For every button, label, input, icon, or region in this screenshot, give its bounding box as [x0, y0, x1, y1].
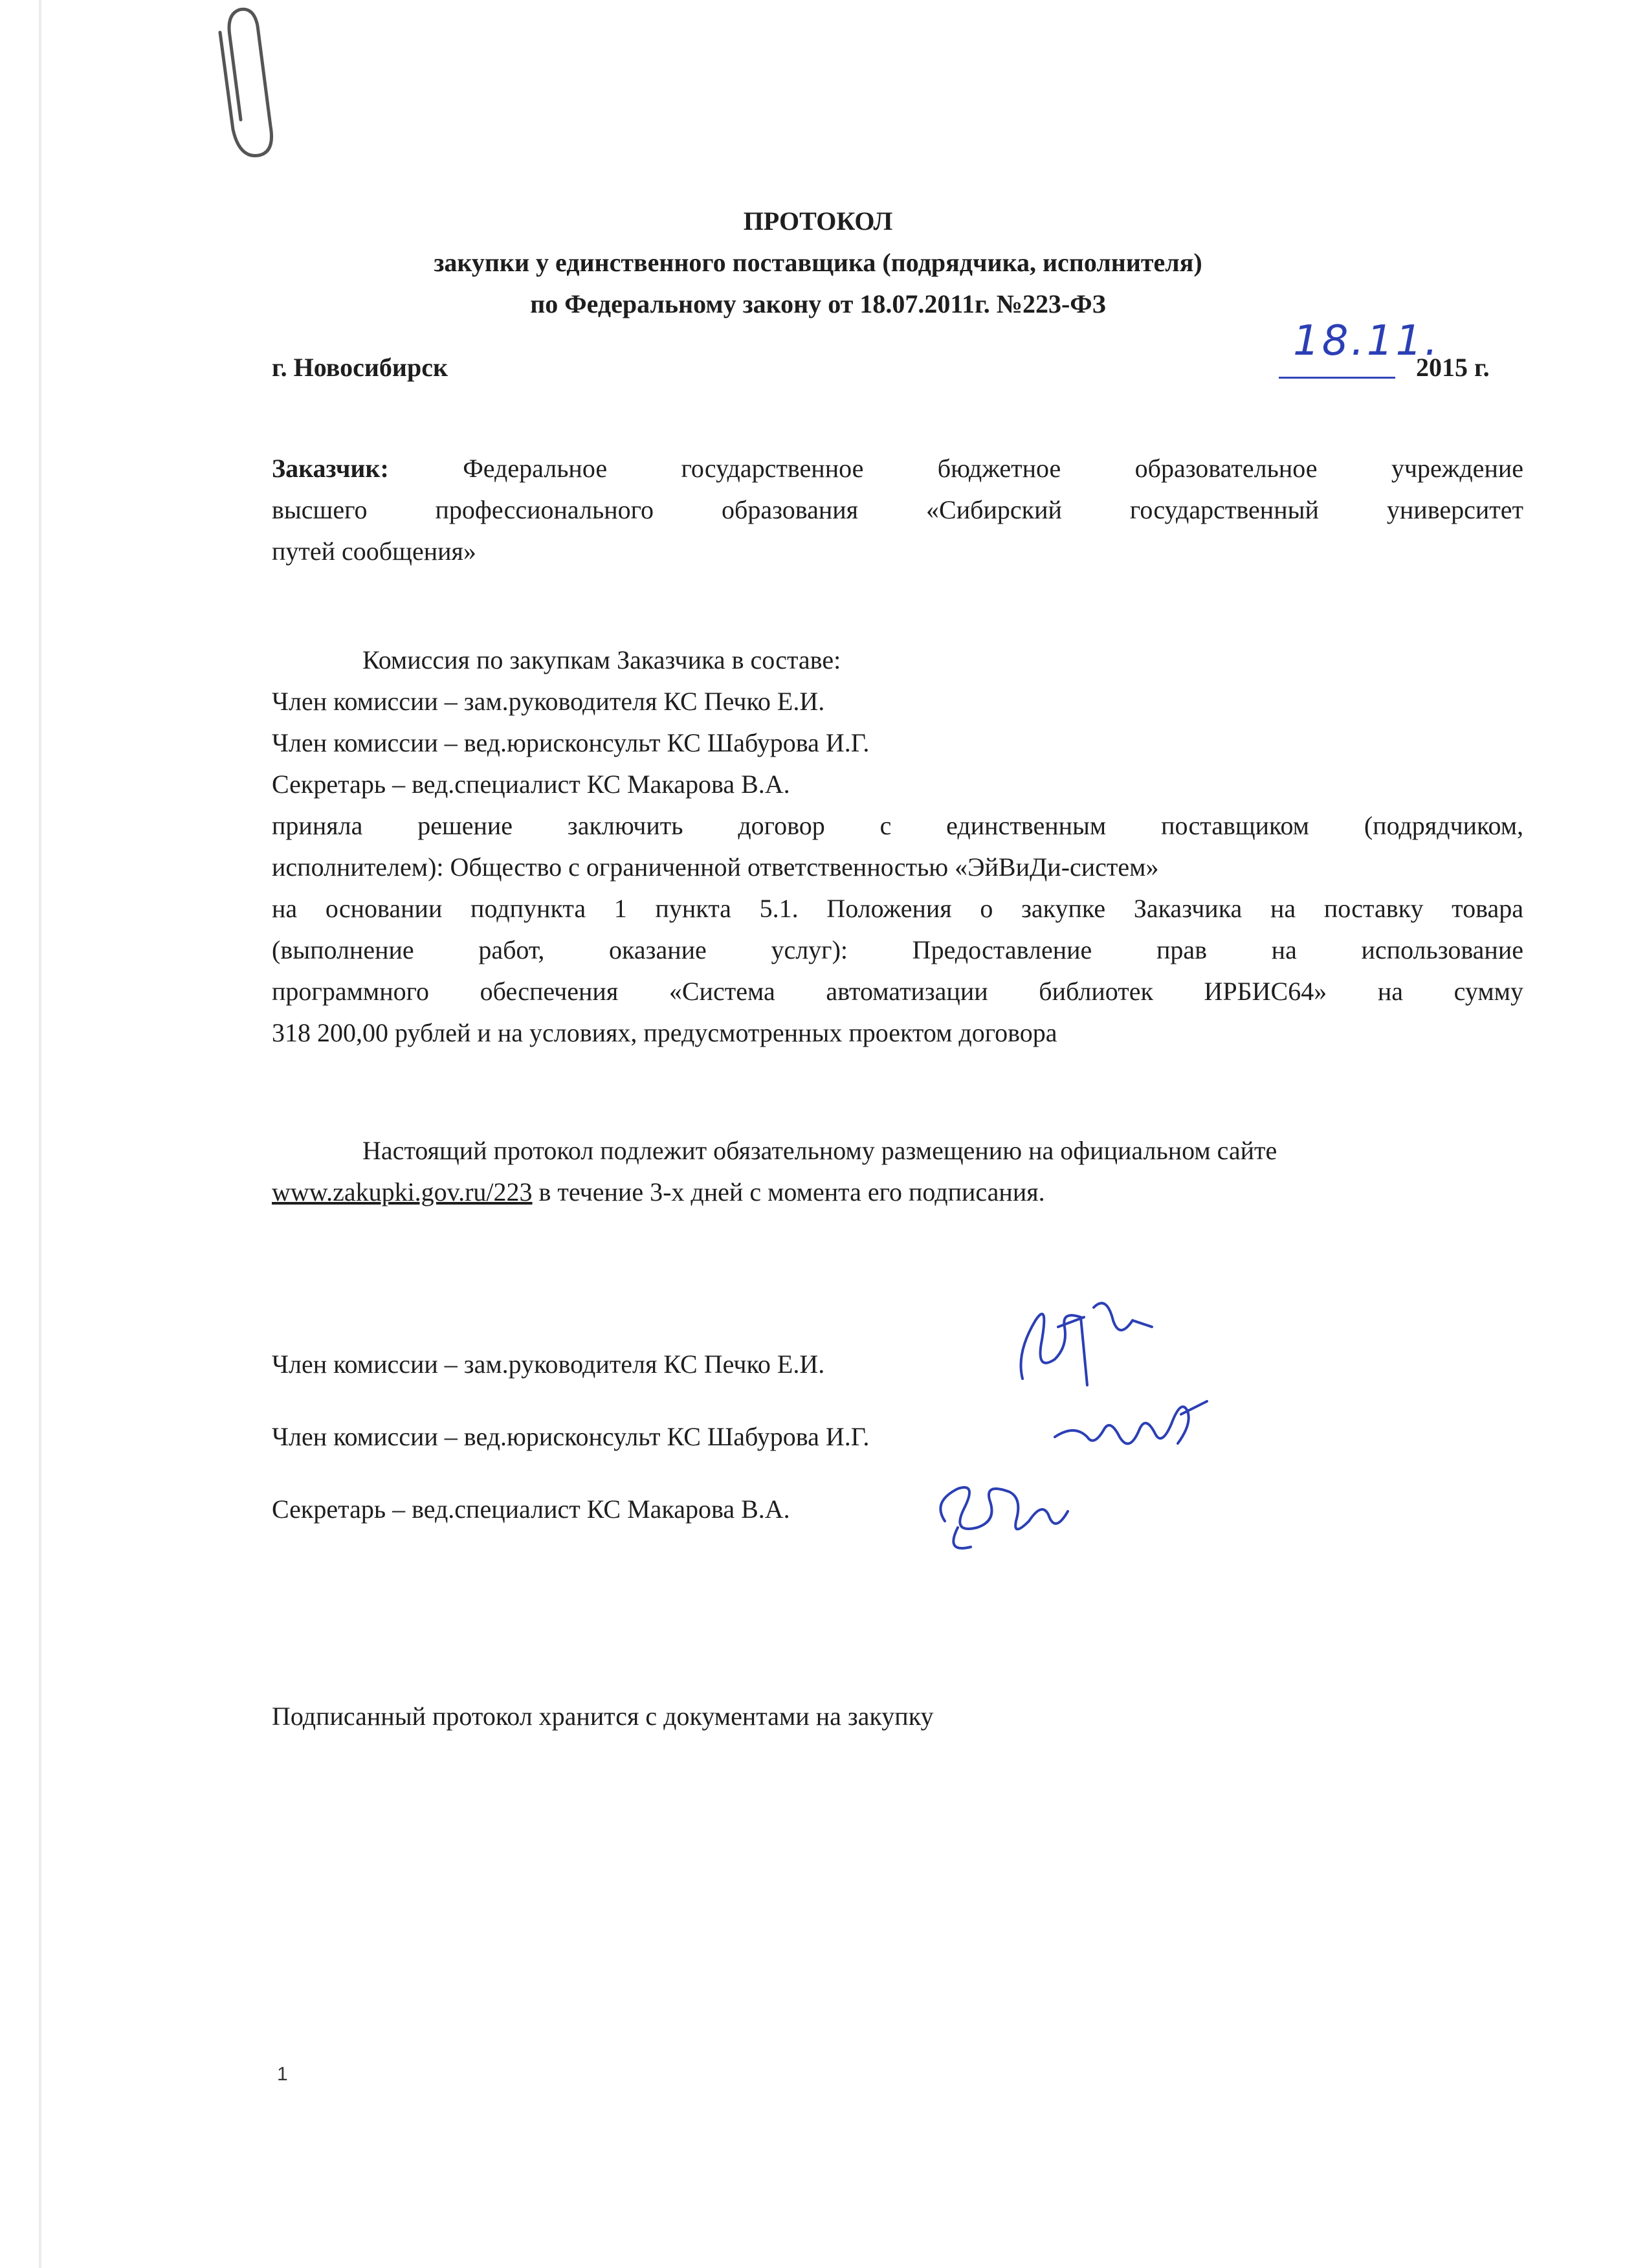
document-title: ПРОТОКОЛ [743, 206, 893, 236]
paperclip-icon [194, 0, 298, 181]
customer-line-2: высшего профессионального образования «Сибирский государственный университет [272, 495, 1523, 524]
date-block [1268, 317, 1527, 388]
basis-line-1: на основании подпункта 1 пункта 5.1. Положения о закупке Заказчика на поставку товара [272, 894, 1523, 923]
publication-line-1: Настоящий протокол подлежит обязательному размещению на официальном сайте [362, 1136, 1277, 1165]
signature-line-secretary: Секретарь – вед.специалист КС Макарова В.А. [272, 1495, 790, 1524]
customer-text-1: Федеральное государственное бюджетное образовательное учреждение [463, 454, 1524, 483]
commission-member-2: Член комиссии – вед.юрисконсульт КС Шабурова И.Г. [272, 728, 870, 757]
document-law-reference: по Федеральному закону от 18.07.2011г. №223-ФЗ [530, 289, 1106, 318]
decision-line-2: исполнителем): Общество с ограниченной ответственностью «ЭйВиДи-систем» [272, 852, 1159, 882]
page-number: 1 [277, 2063, 288, 2085]
signature-line-member-1: Член комиссии – зам.руководителя КС Печко Е.И. [272, 1350, 825, 1379]
handwritten-date: 18.11. [1293, 317, 1441, 365]
customer-line-1 [272, 448, 1523, 489]
signature-line-member-2: Член комиссии – вед.юрисконсульт КС Шабурова И.Г. [272, 1422, 870, 1451]
city: г. Новосибирск [272, 353, 448, 382]
commission-secretary: Секретарь – вед.специалист КС Макарова В.А. [272, 770, 790, 799]
commission-intro: Комиссия по закупкам Заказчика в составе: [362, 645, 841, 674]
basis-line-4: 318 200,00 рублей и на условиях, предусмотренных проектом договора [272, 1018, 1057, 1047]
basis-line-3: программного обеспечения «Система автоматизации библиотек ИРБИС64» на сумму [272, 977, 1523, 1006]
commission-member-1: Член комиссии – зам.руководителя КС Печко Е.И. [272, 687, 825, 716]
decision-line-1: приняла решение заключить договор с единственным поставщиком (подрядчиком, [272, 811, 1523, 840]
date-year: 2015 г. [1416, 353, 1490, 382]
footer-note: Подписанный протокол хранится с документами на закупку [272, 1702, 934, 1731]
signature-shaburova [1048, 1385, 1217, 1473]
signature-makarova [919, 1463, 1087, 1563]
customer-line-3: путей сообщения» [272, 537, 476, 566]
customer-label: Заказчик: [272, 454, 389, 483]
page-edge-shadow [39, 0, 41, 2268]
basis-line-2: (выполнение работ, оказание услуг): Предоставление прав на использование [272, 935, 1523, 964]
publication-text-rest: в течение 3-х дней с момента его подписания. [532, 1177, 1045, 1206]
date-underline [1279, 377, 1395, 379]
publication-line-2 [272, 1172, 1523, 1213]
zakupki-link[interactable]: www.zakupki.gov.ru/223 [272, 1177, 533, 1206]
document-subtitle: закупки у единственного поставщика (подрядчика, исполнителя) [434, 248, 1202, 277]
